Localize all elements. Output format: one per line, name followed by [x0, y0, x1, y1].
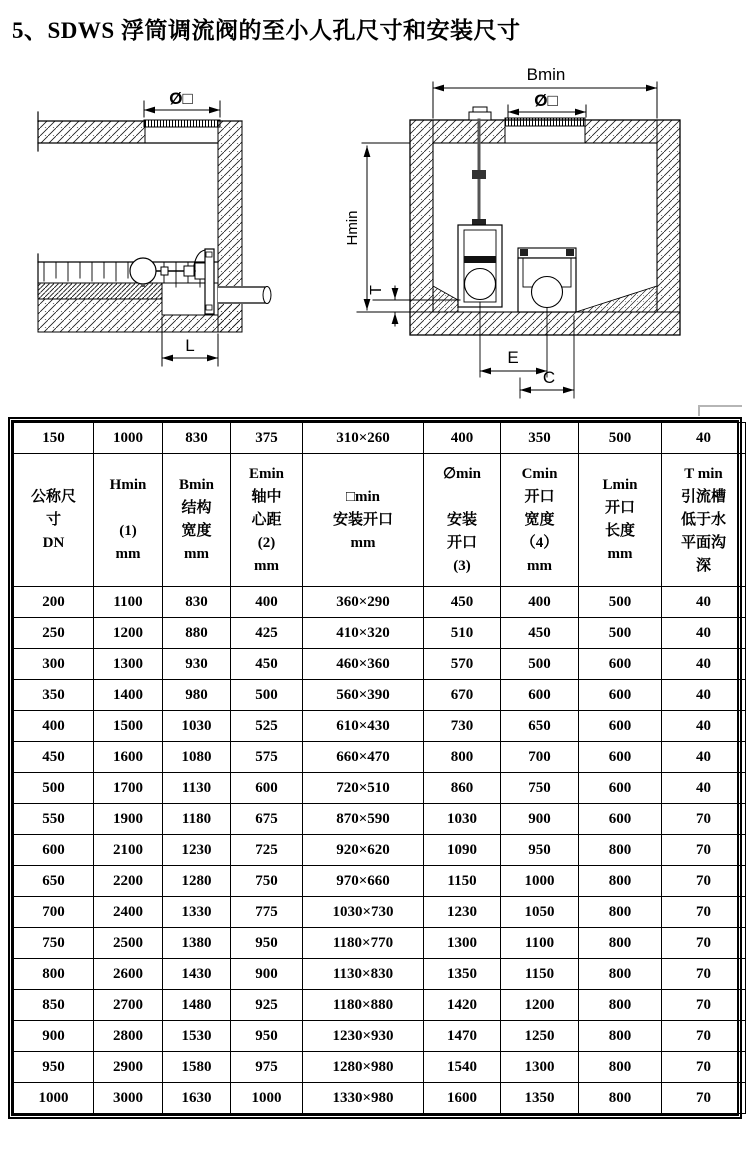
table-cell: 2500: [94, 928, 163, 959]
table-cell: 800: [579, 897, 662, 928]
table-cell: 1230: [424, 897, 501, 928]
table-cell: 675: [231, 804, 303, 835]
table-cell: 1000: [94, 423, 163, 454]
table-cell: 70: [662, 835, 746, 866]
table-cell: 310×260: [303, 423, 424, 454]
table-cell: 600: [579, 804, 662, 835]
column-header: Emin 轴中 心距 (2) mm: [231, 454, 303, 587]
table-cell: 70: [662, 928, 746, 959]
table-row: [14, 866, 746, 897]
table-cell: 1400: [94, 680, 163, 711]
table-cell: 70: [662, 1052, 746, 1083]
table-cell: 70: [662, 866, 746, 897]
table-cell: 1100: [501, 928, 579, 959]
table-cell: 900: [501, 804, 579, 835]
table-cell: 150: [14, 423, 94, 454]
table-cell: 950: [231, 928, 303, 959]
dimension-label-bmin: Bmin: [526, 65, 566, 84]
dimension-label-e: E: [507, 348, 519, 367]
table-cell: 40: [662, 618, 746, 649]
table-cell: 1130×830: [303, 959, 424, 990]
table-cell: 1500: [94, 711, 163, 742]
table-cell: 600: [579, 649, 662, 680]
scan-artifact-mark: [698, 405, 742, 416]
table-cell: 1430: [163, 959, 231, 990]
table-cell: 800: [424, 742, 501, 773]
column-header: Cmin 开口 宽度 （4） mm: [501, 454, 579, 587]
table-cell: 1600: [94, 742, 163, 773]
table-cell: 375: [231, 423, 303, 454]
table-cell: 460×360: [303, 649, 424, 680]
table-cell: 1030: [424, 804, 501, 835]
table-cell: 40: [662, 587, 746, 618]
table-cell: 950: [501, 835, 579, 866]
table-cell: 920×620: [303, 835, 424, 866]
table-cell: 870×590: [303, 804, 424, 835]
table-cell: 510: [424, 618, 501, 649]
column-header: Lmin 开口 长度 mm: [579, 454, 662, 587]
table-cell: 500: [501, 649, 579, 680]
table-cell: 450: [424, 587, 501, 618]
table-cell: 2900: [94, 1052, 163, 1083]
table-cell: 1180: [163, 804, 231, 835]
table-cell: 3000: [94, 1083, 163, 1114]
table-cell: 1700: [94, 773, 163, 804]
table-cell: 775: [231, 897, 303, 928]
table-cell: 720×510: [303, 773, 424, 804]
table-row: [14, 897, 746, 928]
table-cell: 1330×980: [303, 1083, 424, 1114]
table-cell: 950: [231, 1021, 303, 1052]
table-cell: 1540: [424, 1052, 501, 1083]
table-row: [14, 618, 746, 649]
table-cell: 1000: [501, 866, 579, 897]
column-header: □min 安装开口 mm: [303, 454, 424, 587]
table-cell: 800: [579, 1021, 662, 1052]
table-cell: 1580: [163, 1052, 231, 1083]
table-cell: 1000: [14, 1083, 94, 1114]
table-cell: 525: [231, 711, 303, 742]
table-cell: 1300: [94, 649, 163, 680]
table-cell: 570: [424, 649, 501, 680]
table-cell: 40: [662, 423, 746, 454]
table-cell: 660×470: [303, 742, 424, 773]
page-title: 5、SDWS 浮筒调流阀的至小人孔尺寸和安装尺寸: [12, 18, 521, 43]
table-cell: 725: [231, 835, 303, 866]
table-cell: 410×320: [303, 618, 424, 649]
table-cell: 500: [579, 423, 662, 454]
table-cell: 1200: [94, 618, 163, 649]
table-cell: 1050: [501, 897, 579, 928]
table-cell: 2600: [94, 959, 163, 990]
table-cell: 70: [662, 990, 746, 1021]
table-cell: 350: [501, 423, 579, 454]
table-cell: 1090: [424, 835, 501, 866]
table-cell: 975: [231, 1052, 303, 1083]
dimension-label-hmin: Hmin: [344, 210, 361, 246]
table-cell: 1380: [163, 928, 231, 959]
table-cell: 1150: [501, 959, 579, 990]
table-cell: 650: [14, 866, 94, 897]
table-row: [14, 711, 746, 742]
left-valve: [458, 225, 502, 307]
manhole-grate: [144, 120, 220, 127]
table-cell: 1280×980: [303, 1052, 424, 1083]
table-cell: 40: [662, 742, 746, 773]
table-cell: 500: [579, 587, 662, 618]
table-cell: 450: [14, 742, 94, 773]
table-row: [14, 680, 746, 711]
table-cell: 450: [231, 649, 303, 680]
table-cell: 1600: [424, 1083, 501, 1114]
table-row: [14, 990, 746, 1021]
table-cell: 700: [14, 897, 94, 928]
dimension-label-c: C: [542, 368, 556, 387]
table-row: [14, 587, 746, 618]
table-header-row: [14, 454, 746, 587]
table-row: [14, 1052, 746, 1083]
table-cell: 1180×880: [303, 990, 424, 1021]
table-cell: 250: [14, 618, 94, 649]
table-row: [14, 423, 746, 454]
table-cell: 600: [231, 773, 303, 804]
table-cell: 1250: [501, 1021, 579, 1052]
table-cell: 1030: [163, 711, 231, 742]
table-cell: 670: [424, 680, 501, 711]
table-cell: 40: [662, 649, 746, 680]
table-cell: 400: [14, 711, 94, 742]
table-cell: 830: [163, 423, 231, 454]
table-cell: 950: [14, 1052, 94, 1083]
column-header: 公称尺 寸 DN: [14, 454, 94, 587]
column-header: Bmin 结构 宽度 mm: [163, 454, 231, 587]
table-cell: 1470: [424, 1021, 501, 1052]
manhole-grate: [505, 118, 585, 126]
installation-diagrams: [0, 56, 751, 412]
right-installation-diagram: [344, 65, 680, 398]
table-cell: 980: [163, 680, 231, 711]
table-cell: 800: [579, 990, 662, 1021]
table-cell: 425: [231, 618, 303, 649]
column-header: ∅min 安装 开口 (3): [424, 454, 501, 587]
table-cell: 70: [662, 1021, 746, 1052]
table-cell: 575: [231, 742, 303, 773]
table-cell: 1530: [163, 1021, 231, 1052]
table-cell: 900: [231, 959, 303, 990]
dimensions-table-wrapper: [8, 417, 742, 1119]
dimensions-table: [13, 422, 746, 1114]
table-cell: 1130: [163, 773, 231, 804]
table-cell: 1350: [424, 959, 501, 990]
table-cell: 2700: [94, 990, 163, 1021]
column-header: T min 引流槽 低于水 平面沟 深: [662, 454, 746, 587]
table-cell: 1630: [163, 1083, 231, 1114]
table-cell: 925: [231, 990, 303, 1021]
table-cell: 40: [662, 680, 746, 711]
table-cell: 1420: [424, 990, 501, 1021]
table-cell: 1280: [163, 866, 231, 897]
table-cell: 70: [662, 1083, 746, 1114]
table-cell: 70: [662, 959, 746, 990]
dimension-label-phi-square-left: Ø□: [169, 89, 193, 108]
table-cell: 700: [501, 742, 579, 773]
table-cell: 400: [424, 423, 501, 454]
table-cell: 860: [424, 773, 501, 804]
table-row: [14, 1083, 746, 1114]
table-cell: 40: [662, 773, 746, 804]
table-cell: 200: [14, 587, 94, 618]
table-cell: 650: [501, 711, 579, 742]
table-row: [14, 1021, 746, 1052]
table-cell: 800: [579, 928, 662, 959]
table-cell: 1480: [163, 990, 231, 1021]
table-cell: 600: [579, 680, 662, 711]
column-header: Hmin (1) mm: [94, 454, 163, 587]
table-row: [14, 773, 746, 804]
table-cell: 1030×730: [303, 897, 424, 928]
table-cell: 1230×930: [303, 1021, 424, 1052]
table-cell: 1300: [501, 1052, 579, 1083]
table-cell: 1080: [163, 742, 231, 773]
table-cell: 600: [579, 773, 662, 804]
table-cell: 610×430: [303, 711, 424, 742]
table-cell: 1150: [424, 866, 501, 897]
table-cell: 830: [163, 587, 231, 618]
table-cell: 800: [579, 866, 662, 897]
table-cell: 600: [501, 680, 579, 711]
table-row: [14, 959, 746, 990]
valve-flange: [205, 249, 214, 314]
table-cell: 1180×770: [303, 928, 424, 959]
table-cell: 800: [579, 1083, 662, 1114]
table-cell: 450: [501, 618, 579, 649]
table-cell: 1200: [501, 990, 579, 1021]
table-cell: 1000: [231, 1083, 303, 1114]
table-cell: 400: [501, 587, 579, 618]
table-cell: 40: [662, 711, 746, 742]
float-ball: [130, 258, 156, 284]
table-cell: 1330: [163, 897, 231, 928]
table-cell: 750: [14, 928, 94, 959]
table-row: [14, 835, 746, 866]
table-cell: 70: [662, 804, 746, 835]
table-cell: 750: [501, 773, 579, 804]
table-cell: 1230: [163, 835, 231, 866]
table-cell: 500: [579, 618, 662, 649]
table-cell: 2200: [94, 866, 163, 897]
table-cell: 500: [231, 680, 303, 711]
table-row: [14, 649, 746, 680]
table-cell: 550: [14, 804, 94, 835]
left-installation-diagram: [38, 89, 271, 366]
table-cell: 800: [14, 959, 94, 990]
table-cell: 800: [579, 1052, 662, 1083]
table-cell: 880: [163, 618, 231, 649]
right-valve: [518, 248, 576, 312]
table-row: [14, 742, 746, 773]
table-cell: 750: [231, 866, 303, 897]
table-cell: 970×660: [303, 866, 424, 897]
dimension-label-phi-square-right: Ø□: [534, 91, 558, 110]
table-cell: 360×290: [303, 587, 424, 618]
table-cell: 500: [14, 773, 94, 804]
table-cell: 70: [662, 897, 746, 928]
table-cell: 800: [579, 835, 662, 866]
table-cell: 1300: [424, 928, 501, 959]
table-cell: 300: [14, 649, 94, 680]
table-row: [14, 804, 746, 835]
table-cell: 900: [14, 1021, 94, 1052]
table-cell: 2100: [94, 835, 163, 866]
dimension-label-t: T: [368, 285, 385, 295]
pipe-end: [263, 287, 271, 304]
table-cell: 2400: [94, 897, 163, 928]
table-row: [14, 928, 746, 959]
table-cell: 930: [163, 649, 231, 680]
table-cell: 850: [14, 990, 94, 1021]
table-cell: 730: [424, 711, 501, 742]
table-cell: 400: [231, 587, 303, 618]
table-cell: 1100: [94, 587, 163, 618]
table-cell: 350: [14, 680, 94, 711]
table-cell: 600: [14, 835, 94, 866]
table-cell: 1350: [501, 1083, 579, 1114]
table-cell: 2800: [94, 1021, 163, 1052]
table-cell: 600: [579, 711, 662, 742]
table-cell: 800: [579, 959, 662, 990]
dimension-label-l: L: [185, 336, 195, 355]
table-cell: 600: [579, 742, 662, 773]
table-cell: 560×390: [303, 680, 424, 711]
table-cell: 1900: [94, 804, 163, 835]
